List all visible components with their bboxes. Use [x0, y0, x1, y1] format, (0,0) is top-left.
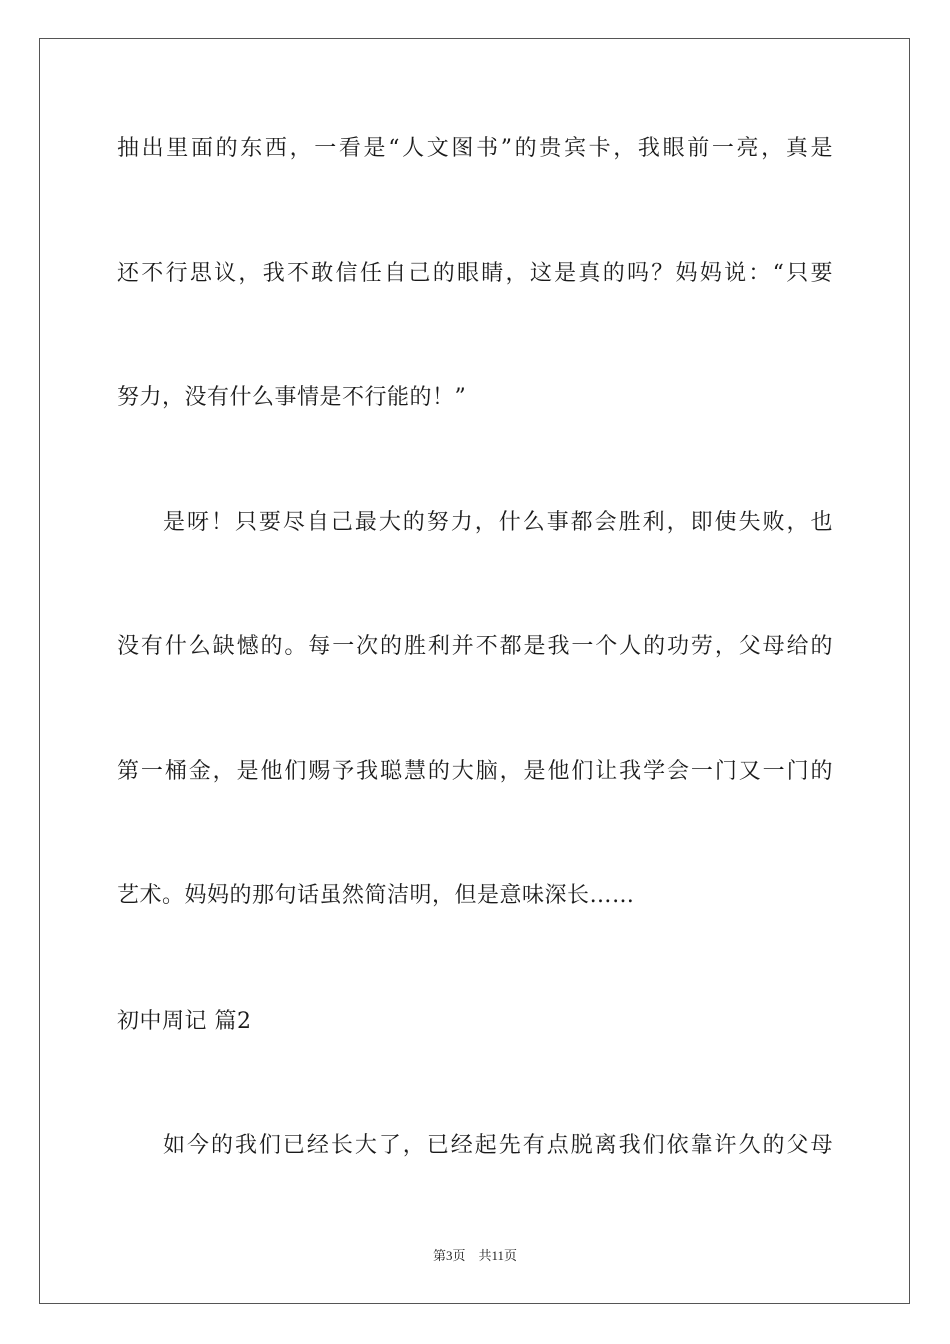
paragraph-line: 艺术。妈妈的那句话虽然简洁明，但是意味深长……: [117, 883, 635, 908]
section-heading: 初中周记 篇2: [117, 1009, 252, 1034]
paragraph-line: 是呀！只要尽自己最大的努力，什么事都会胜利，即使失败，也: [163, 510, 833, 535]
paragraph-line: 第一桶金，是他们赐予我聪慧的大脑，是他们让我学会一门又一门的: [117, 759, 833, 784]
paragraph-line: 抽出里面的东西，一看是“人文图书”的贵宾卡，我眼前一亮，真是: [117, 136, 833, 161]
paragraph-line: 如今的我们已经长大了，已经起先有点脱离我们依靠许久的父母: [163, 1133, 833, 1158]
paragraph-line: 没有什么缺憾的。每一次的胜利并不都是我一个人的功劳，父母给的: [117, 634, 833, 659]
page-border: [39, 38, 910, 1304]
paragraph-line: 努力，没有什么事情是不行能的！”: [117, 385, 467, 410]
page-number-footer: 第3页 共11页: [432, 1248, 518, 1263]
paragraph-line: 还不行思议，我不敢信任自己的眼睛，这是真的吗？妈妈说：“只要: [117, 261, 833, 286]
